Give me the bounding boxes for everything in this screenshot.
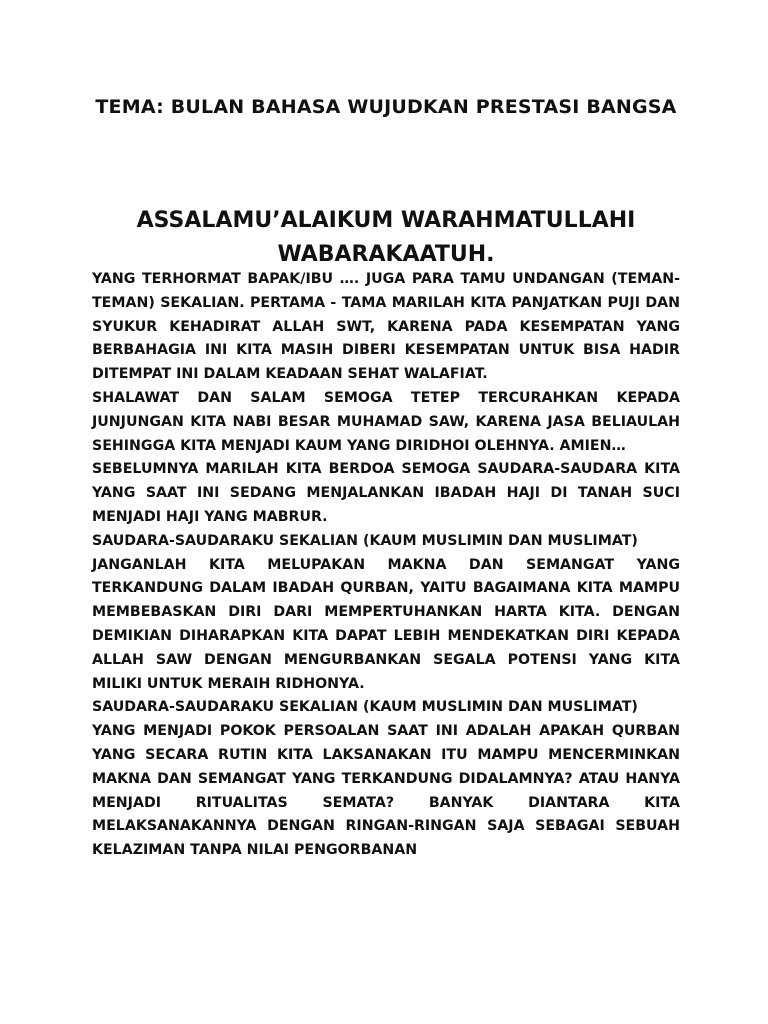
paragraph-main-issue: YANG MENJADI POKOK PERSOALAN SAAT INI ADALAH APAKAH QURBAN YANG SECARA RUTIN KITA LAKSANAKAN ITU MAMPU MENCERMINKAN MAKNA DAN SEMANGAT YANG TERKANDUNG DIDALAMNYA? ATAU HANYA MENJADI RITUALITAS SEMATA? BANYAK DIANTARA KITA MELAKSANAKANNYA DENGAN RINGAN-RINGAN SAJA SEBAGAI SEBUAH KELAZIMAN TANPA NILAI PENGORBANAN <box>92 723 680 859</box>
paragraph-qurban-meaning: JANGANLAH KITA MELUPAKAN MAKNA DAN SEMANGAT YANG TERKANDUNG DALAM IBADAH QURBAN, YAITU BAGAIMANA KITA MAMPU MEMBEBASKAN DIRI DARI MEMPERTUHANKAN HARTA KITA. DENGAN DEMIKIAN DIHARAPKAN KITA DAPAT LEBIH MENDEKATKAN DIRI KEPADA ALLAH SAW DENGAN MENGURBANKAN SEGALA POTENSI YANG KITA MILIKI UNTUK MERAIH RIDHONYA. <box>92 556 680 692</box>
paragraph-address-1: SAUDARA-SAUDARAKU SEKALIAN (KAUM MUSLIMIN DAN MUSLIMAT) <box>92 532 638 549</box>
document-page <box>92 0 680 1024</box>
greeting-heading: ASSALAMU’ALAIKUM WARAHMATULLAHI WABARAKAATUH. <box>136 208 636 267</box>
paragraph-address-2: SAUDARA-SAUDARAKU SEKALIAN (KAUM MUSLIMIN DAN MUSLIMAT) <box>92 699 638 716</box>
paragraph-opening: YANG TERHORMAT BAPAK/IBU …. JUGA PARA TAMU UNDANGAN (TEMAN-TEMAN) SEKALIAN. PERTAMA - TAMA MARILAH KITA PANJATKAN PUJI DAN SYUKUR KEHADIRAT ALLAH SWT, KARENA PADA KESEMPATAN YANG BERBAHAGIA INI KITA MASIH DIBERI KESEMPATAN UNTUK BISA HADIR DITEMPAT INI DALAM KEADAAN SEHAT WALAFIAT. <box>92 271 680 383</box>
paragraph-shalawat: SHALAWAT DAN SALAM SEMOGA TETEP TERCURAHKAN KEPADA JUNJUNGAN KITA NABI BESAR MUHAMAD SAW, KARENA JASA BELIAULAH SEHINGGA KITA MENJADI KAUM YANG DIRIDHOI OLEHNYA. AMIEN… <box>92 389 680 454</box>
paragraph-doa-haji: SEBELUMNYA MARILAH KITA BERDOA SEMOGA SAUDARA-SAUDARA KITA YANG SAAT INI SEDANG MENJALANKAN IBADAH HAJI DI TANAH SUCI MENJADI HAJI YANG MABRUR. <box>92 461 680 525</box>
speech-body <box>92 268 680 863</box>
document-theme-title: TEMA: BULAN BAHASA WUJUDKAN PRESTASI BANGSA <box>95 96 677 118</box>
